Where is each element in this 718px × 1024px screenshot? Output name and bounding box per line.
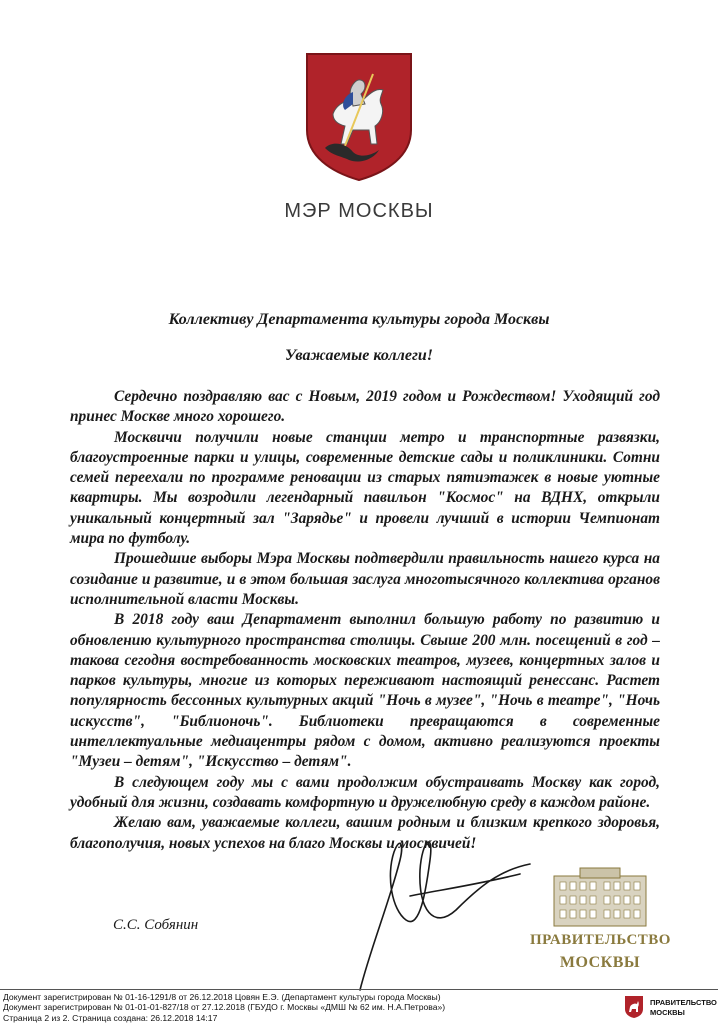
paragraph: Прошедшие выборы Мэра Москвы подтвердили правильность нашего курса на созидание и развитие, и в этом большая заслуга многотысячного коллектива органов исполнительной власти Москвы. bbox=[70, 550, 660, 608]
moscow-coat-of-arms-icon bbox=[303, 52, 415, 182]
footer-logo bbox=[620, 993, 718, 1023]
stamp-line-1: ПРАВИТЕЛЬСТВО bbox=[530, 932, 671, 948]
footer-logo-line-1: ПРАВИТЕЛЬСТВО bbox=[650, 998, 717, 1007]
addressee: Коллективу Департамента культуры города Москвы bbox=[168, 311, 550, 328]
moscow-emblem-icon bbox=[624, 995, 644, 1019]
registration-line-1: Документ зарегистрирован № 01-16-1291/8 от 26.12.2018 Цовян Е.Э. (Департамент культуры города Москвы) bbox=[3, 992, 441, 1002]
letterhead-title: МЭР МОСКВЫ bbox=[284, 200, 434, 222]
paragraph: Москвичи получили новые станции метро и транспортные развязки, благоустроенные парки и улицы, современные детские сады и поликлиники. Сотни семей переехали по программе реновации из старых пятиэтажек в новые уютные квартиры. Мы возродили легендарный павильон "Космос" на ВДНХ, открыли уникальный концертный зал "Зарядье" и провели лучший в истории Чемпионат мира по футболу. bbox=[70, 428, 660, 548]
paragraph: Сердечно поздравляю вас с Новым, 2019 годом и Рождеством! Уходящий год принес Москве много хорошего. bbox=[70, 388, 660, 426]
letter-body bbox=[70, 387, 660, 854]
footer-registration-lines bbox=[3, 992, 603, 1023]
government-building-icon bbox=[552, 866, 648, 928]
government-stamp bbox=[530, 866, 670, 986]
registration-line-2: Документ зарегистрирован № 01-01-01-827/18 от 27.12.2018 (ГБУДО г. Москвы «ДМШ № 62 им. Н.А.Петрова») bbox=[3, 1002, 446, 1013]
paragraph: В следующем году мы с вами продолжим обустраивать Москву как город, удобный для жизни, создавать комфортную и дружелюбную среду в каждом районе. bbox=[70, 773, 660, 811]
stamp-line-2: МОСКВЫ bbox=[559, 954, 641, 971]
signer-name: С.С. Собянин bbox=[113, 917, 199, 933]
greeting: Уважаемые коллеги! bbox=[285, 347, 433, 364]
page-info: Страница 2 из 2. Страница создана: 26.12.2018 14:17 bbox=[3, 1012, 218, 1023]
footer-logo-text bbox=[650, 998, 717, 1018]
paragraph: В 2018 году ваш Департамент выполнил большую работу по развитию и обновлению культурного пространства столицы. Свыше 200 млн. посещений в год – такова сегодня востребованность московских театров, музеев, концертных залов и парков культуры, многие из которых переживают настоящий ренессанс. Растет популярность бессонных культурных акций "Ночь в музее", "Ночь в театре", "Ночь искусств", "Библионочь". Библиотеки превращаются в современные интеллектуальные медиацентры рядом с домом, активно реализуются проекты "Музеи – детям", "Искусство – детям". bbox=[70, 611, 660, 771]
paragraph: Желаю вам, уважаемые коллеги, вашим родным и близким крепкого здоровья, благополучия, новых успехов на благо Москвы и москвичей! bbox=[70, 814, 660, 852]
registration-footer bbox=[0, 989, 718, 1024]
signature-icon bbox=[330, 800, 560, 1000]
footer-logo-line-2: МОСКВЫ bbox=[650, 1008, 685, 1017]
